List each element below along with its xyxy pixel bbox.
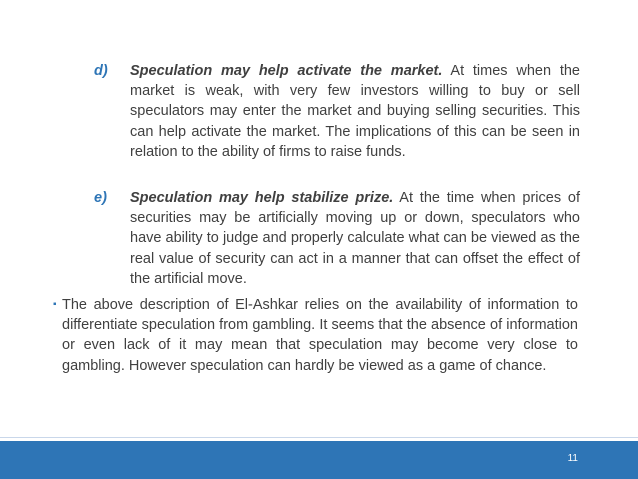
footer-divider: [0, 437, 638, 438]
summary-text: The above description of El-Ashkar relies on the availability of information to differentiate speculation from gambling. It seems that the absence of information or even lack of it may mean that speculation may become very close to gambling. However speculation can hardly be viewed as a game of chance.: [62, 297, 578, 374]
square-bullet-icon: ▪: [53, 299, 57, 310]
list-item-d: [94, 61, 580, 162]
list-item-e: [94, 188, 580, 289]
list-item-lead: Speculation may help activate the market.: [130, 63, 443, 79]
list-marker: e): [94, 190, 107, 206]
list-marker: d): [94, 63, 108, 79]
page-number: 11: [567, 453, 578, 464]
summary-paragraph: [53, 295, 578, 376]
footer-bar: [0, 441, 638, 479]
list-item-text: [130, 61, 580, 162]
list-item-text: [130, 188, 580, 289]
list-item-body: At times when the market is weak, with very few investors willing to buy or sell speculators may enter the market and buying selling securities. This can help activate the market. The implications of this can be seen in relation to the ability of firms to raise funds.: [130, 63, 580, 160]
list-item-body: At the time when prices of securities may be artificially moving up or down, speculators who have ability to judge and properly calculate what can be viewed as the real value of security can act in a manner that can offset the effect of the artificial move.: [130, 190, 580, 287]
list-item-lead: Speculation may help stabilize prize.: [130, 190, 394, 206]
